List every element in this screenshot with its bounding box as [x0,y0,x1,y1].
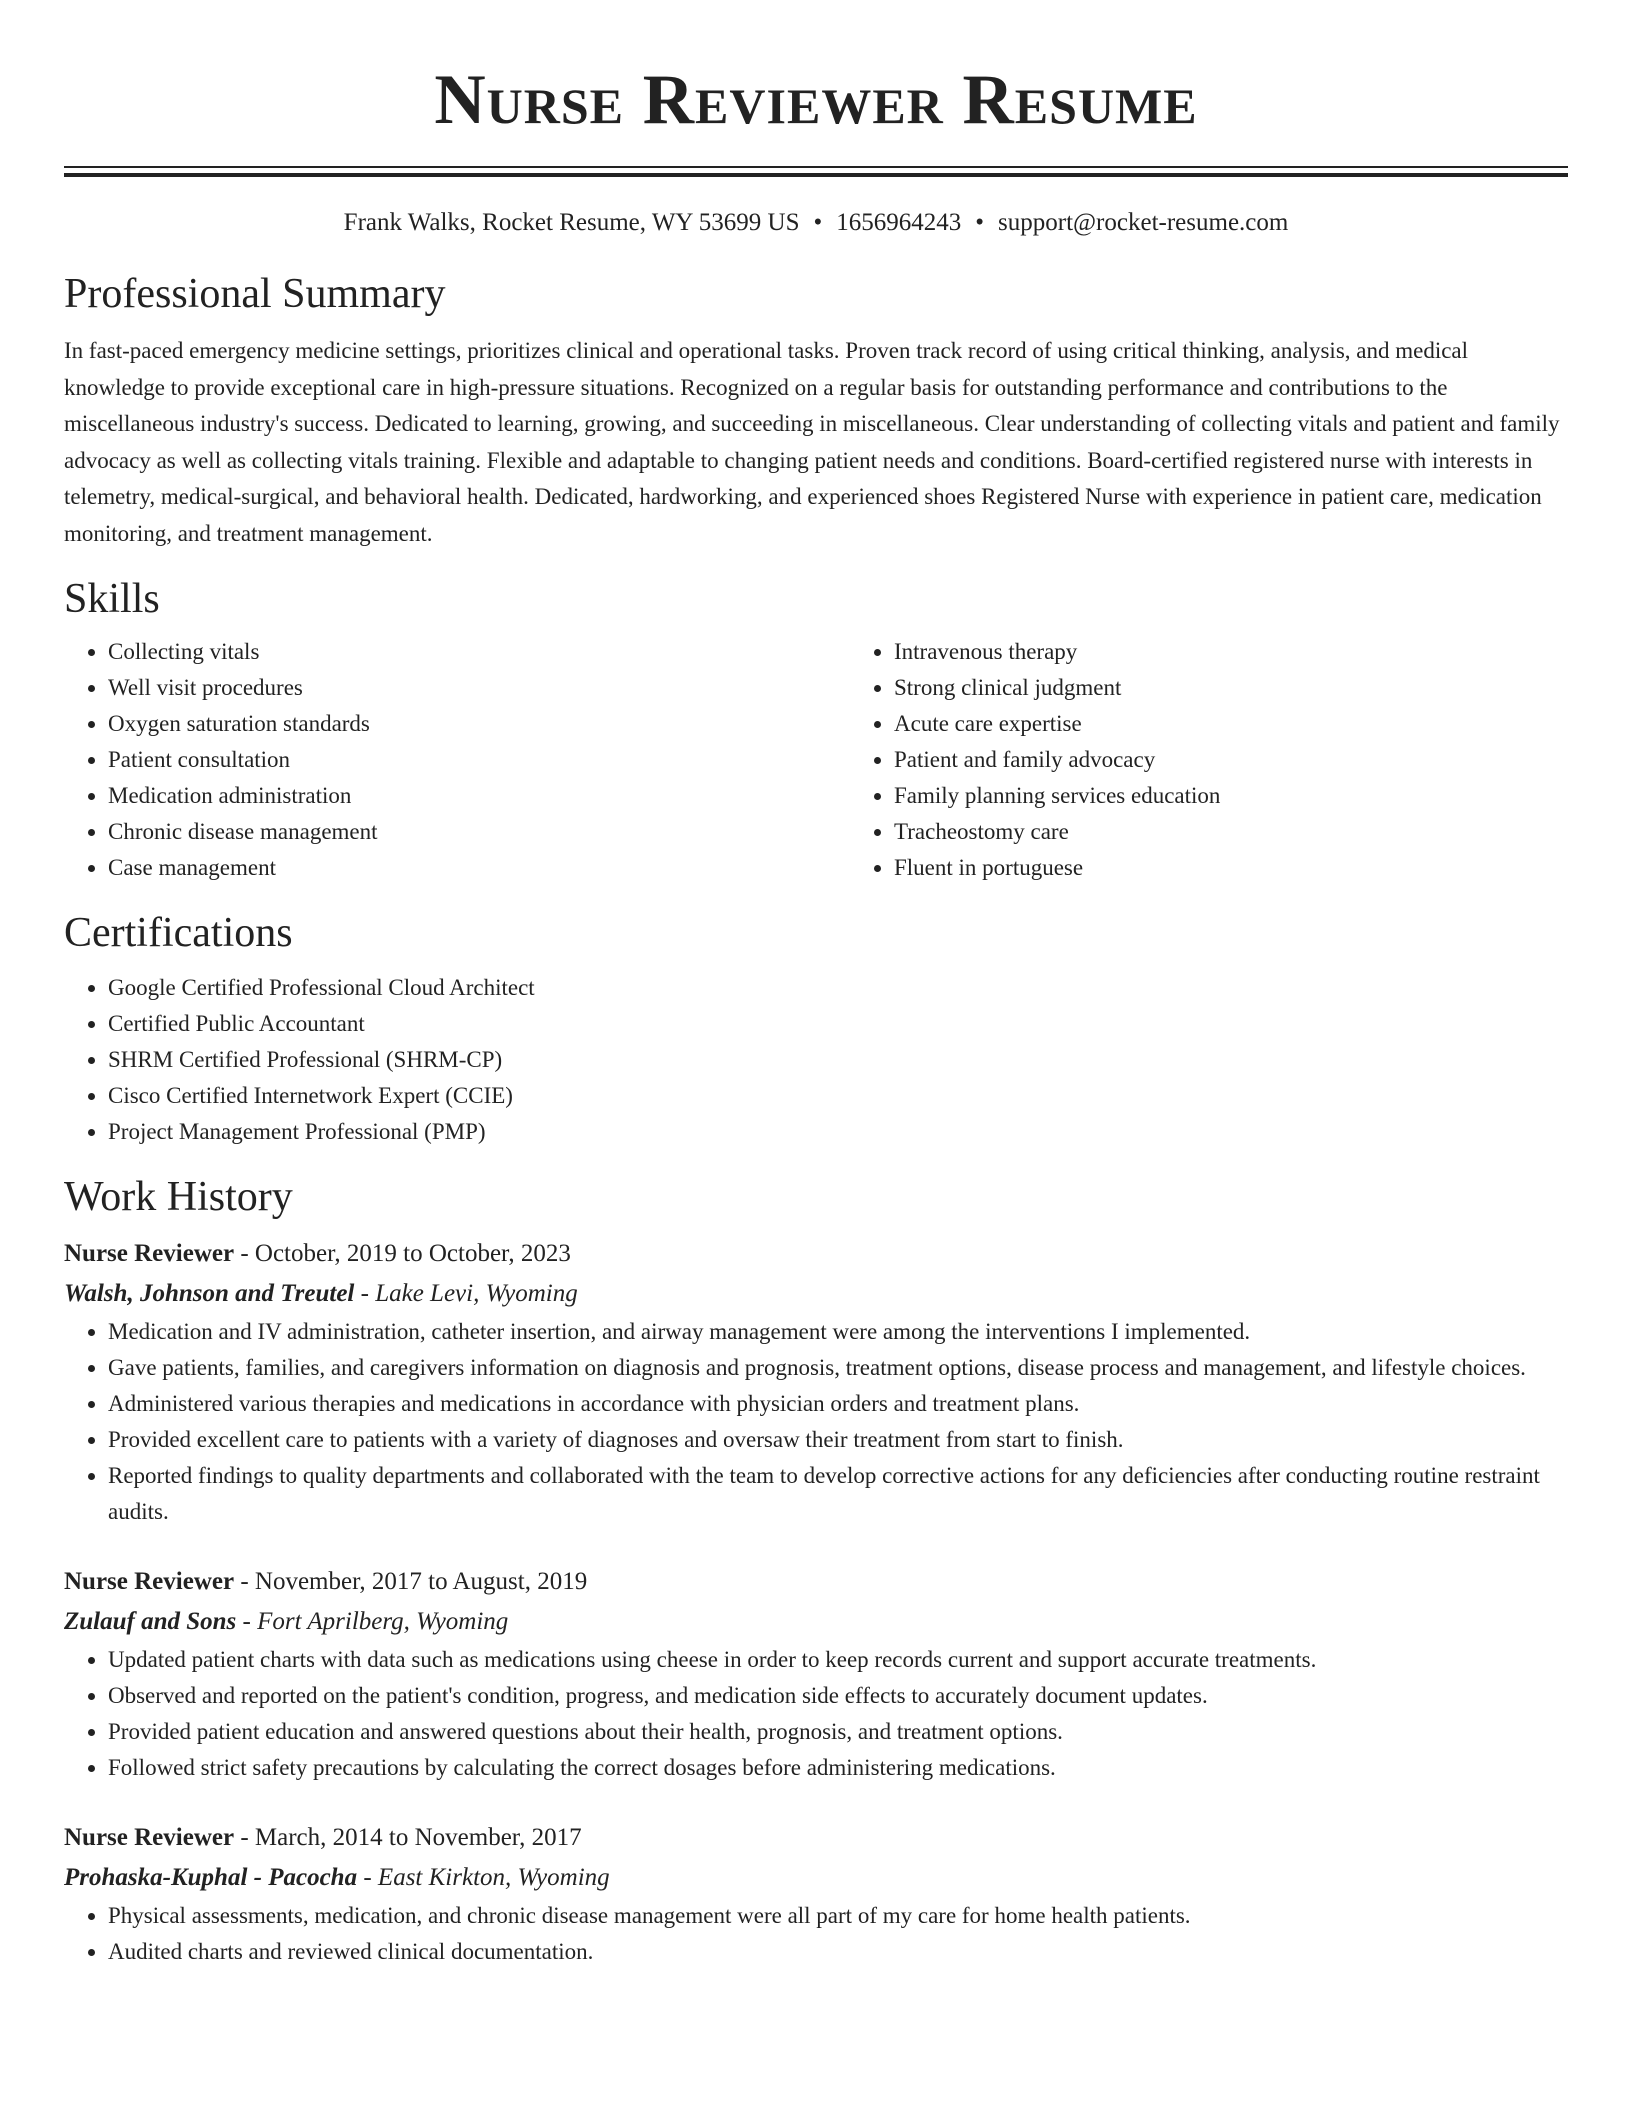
job-dash: - [234,1824,255,1851]
certification-item: • Cisco Certified Internetwork Expert (CCIE) [108,1078,1568,1114]
skill-item: • Well visit procedures [108,670,850,706]
work-history-section [64,1170,1568,1970]
summary-section [64,267,1568,552]
job-duty-item: • Audited charts and reviewed clinical documentation. [108,1934,1568,1970]
job-duty-item: • Gave patients, families, and caregivers information on diagnosis and prognosis, treatment options, disease process and management, and lifestyle choices. [108,1350,1568,1386]
skill-item: • Intravenous therapy [894,634,1632,670]
contact-email: support@rocket-resume.com [998,209,1289,236]
job-duty-item: • Updated patient charts with data such as medications using cheese in order to keep records current and support accurate treatments. [108,1642,1568,1678]
skills-columns [64,634,1568,886]
job-company: Zulauf and Sons [64,1608,237,1635]
summary-text: In fast-paced emergency medicine settings, prioritizes clinical and operational tasks. Proven track record of using critical thinking, analysis, and medical knowledge to provide exceptional care in high-pressure situations. Recognized on a regular basis for outstanding performance and contributions to the miscellaneous industry's success. Dedicated to learning, growing, and succeeding in miscellaneous. Clear understanding of collecting vitals and patient and family advocacy as well as collecting vitals training. Flexible and adaptable to changing patient needs and conditions. Board-certified registered nurse with interests in telemetry, medical-surgical, and behavioral health. Dedicated, hardworking, and experienced shoes Registered Nurse with experience in patient care, medication monitoring, and treatment management. [64,338,1560,546]
job-location: Fort Aprilberg, Wyoming [257,1608,509,1635]
skill-item: • Patient and family advocacy [894,742,1632,778]
contact-address: Frank Walks, Rocket Resume, WY 53699 US [343,209,800,236]
work-history-heading: Work History [64,1174,293,1220]
job-employer-line [64,1858,1568,1898]
certifications-section [64,906,1568,1150]
job-company: Prohaska-Kuphal - Pacocha [64,1864,358,1891]
job-entry [64,1562,1568,1786]
job-company: Walsh, Johnson and Treutel [64,1280,355,1307]
job-duty-item: • Reported findings to quality departments and collaborated with the team to develop corrective actions for any deficiencies after conducting routine restraint audits. [108,1458,1568,1530]
job-dash: - [236,1608,258,1635]
certification-item: • Project Management Professional (PMP) [108,1114,1568,1150]
job-duties-list [64,1642,1568,1786]
job-duty-item: • Administered various therapies and medications in accordance with physician orders and treatment plans. [108,1386,1568,1422]
contact-line [64,207,1568,239]
skill-item: • Tracheostomy care [894,814,1632,850]
job-duty-item: • Followed strict safety precautions by calculating the correct dosages before administering medications. [108,1750,1568,1786]
skill-item: • Case management [108,850,850,886]
job-duty-item: • Physical assessments, medication, and chronic disease management were all part of my care for home health patients. [108,1898,1568,1934]
job-duty-item: • Observed and reported on the patient's condition, progress, and medication side effects to accurately document updates. [108,1678,1568,1714]
resume-title: Nurse Reviewer Resume [434,61,1198,139]
skill-item: • Collecting vitals [108,634,850,670]
certifications-list [64,970,1568,1150]
skill-item: • Medication administration [108,778,850,814]
job-role: Nurse Reviewer [64,1240,235,1267]
job-dates: October, 2019 to October, 2023 [254,1240,571,1267]
job-dates: March, 2014 to November, 2017 [254,1824,582,1851]
contact-phone: 1656964243 [836,209,962,236]
job-entry [64,1234,1568,1530]
contact-separator: • [813,209,823,236]
job-duty-item: • Medication and IV administration, catheter insertion, and airway management were among the interventions I implemented. [108,1314,1568,1350]
certifications-heading: Certifications [64,910,293,956]
job-employer-line [64,1602,1568,1642]
skill-item: • Chronic disease management [108,814,850,850]
job-title-line [64,1818,1568,1858]
contact-separator: • [975,209,985,236]
certification-item: • Google Certified Professional Cloud Architect [108,970,1568,1006]
job-location: Lake Levi, Wyoming [375,1280,578,1307]
skill-item: • Oxygen saturation standards [108,706,850,742]
job-dates: November, 2017 to August, 2019 [254,1568,588,1595]
skill-item: • Family planning services education [894,778,1632,814]
job-role: Nurse Reviewer [64,1568,235,1595]
job-role: Nurse Reviewer [64,1824,235,1851]
skills-section [64,572,1568,886]
certification-item: • SHRM Certified Professional (SHRM-CP) [108,1042,1568,1078]
job-employer-line [64,1274,1568,1314]
job-entry [64,1818,1568,1970]
job-duties-list [64,1314,1568,1530]
skill-item: • Patient consultation [108,742,850,778]
job-duties-list [64,1898,1568,1970]
skills-list-right [850,634,1632,886]
job-title-line [64,1562,1568,1602]
certification-item: • Certified Public Accountant [108,1006,1568,1042]
skill-item: • Strong clinical judgment [894,670,1632,706]
skills-list-left [64,634,850,886]
job-dash: - [234,1240,255,1267]
skills-heading: Skills [64,576,160,622]
job-dash: - [354,1280,376,1307]
skill-item: • Fluent in portuguese [894,850,1632,886]
resume-page [64,0,1568,1970]
job-duty-item: • Provided patient education and answered questions about their health, prognosis, and treatment options. [108,1714,1568,1750]
job-dash: - [234,1568,255,1595]
title-divider [64,166,1568,177]
job-title-line [64,1234,1568,1274]
skill-item: • Acute care expertise [894,706,1632,742]
job-location: East Kirkton, Wyoming [377,1864,610,1891]
job-duty-item: • Provided excellent care to patients with a variety of diagnoses and oversaw their treatment from start to finish. [108,1422,1568,1458]
job-dash: - [357,1864,378,1891]
summary-heading: Professional Summary [64,271,446,317]
